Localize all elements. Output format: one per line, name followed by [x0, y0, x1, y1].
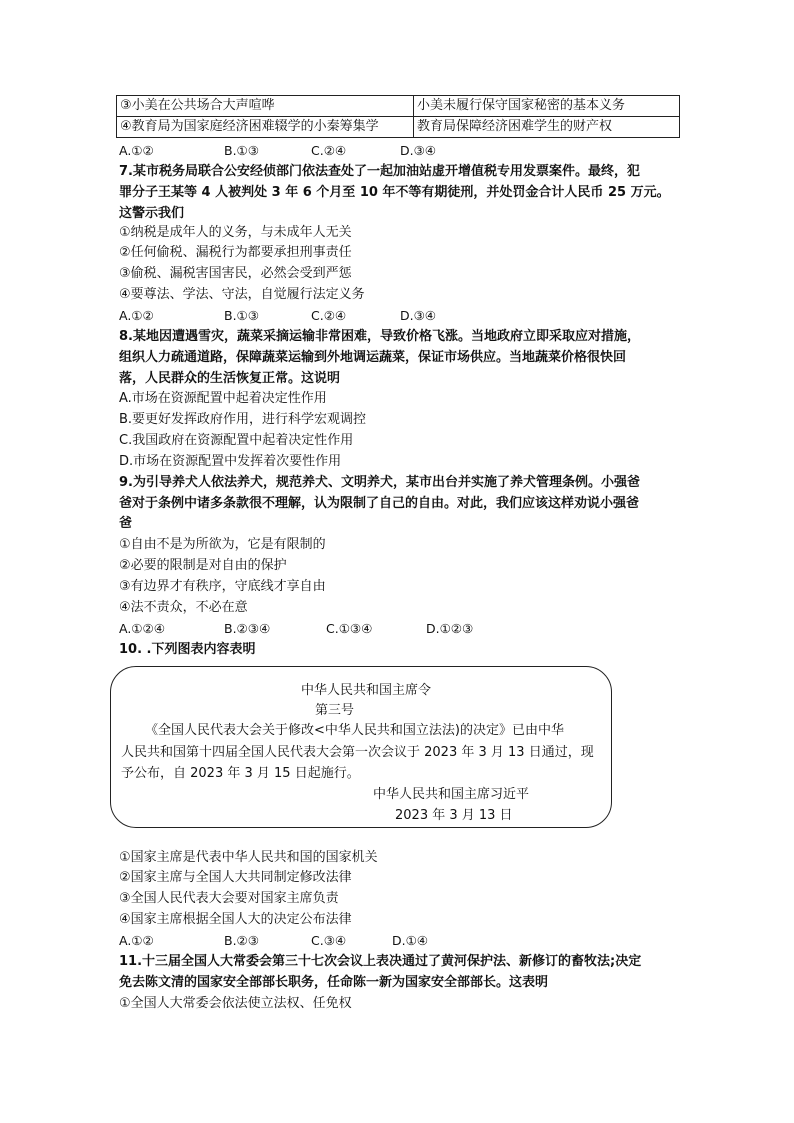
q10-stem: 10. .下列图表内容表明: [119, 642, 256, 657]
option-a: A.①②: [119, 143, 154, 158]
q8-option: B.要更好发挥政府作用，进行科学宏观调控: [119, 412, 367, 427]
q9-item: ②必要的限制是对自由的保护: [119, 558, 287, 573]
order-body-line: 人民共和国第十四届全国人民代表大会第一次会议于 2023 年 3 月 13 日通过，现: [121, 745, 594, 760]
order-body-line: 《全国人民代表大会关于修改<中华人民共和国立法法)的决定》已由中华: [145, 723, 564, 738]
q11-stem-line: 11.十三届全国人大常委会第三十七次会议上表决通过了黄河保护法、新修订的畜牧法;决定: [119, 954, 642, 969]
presidential-order-box: [110, 666, 612, 828]
option-b: B.①③: [224, 308, 259, 323]
q7-item: ①纳税是成年人的义务，与未成年人无关: [119, 225, 352, 240]
option-b: B.②③④: [224, 621, 271, 636]
option-c: C.③④: [311, 933, 347, 948]
q7-stem-line: 这警示我们: [119, 206, 185, 221]
q10-item: ①国家主席是代表中华人民共和国的国家机关: [119, 850, 378, 865]
order-title: 中华人民共和国主席令: [301, 683, 432, 698]
q8-option: C.我国政府在资源配置中起着决定性作用: [119, 433, 354, 448]
option-b: B.①③: [224, 143, 259, 158]
table-cell: ③小美在公共场合大声喧哗: [117, 96, 414, 117]
table-cell: 小美未履行保守国家秘密的基本义务: [414, 96, 680, 117]
order-signer: 中华人民共和国主席习近平: [373, 787, 530, 802]
option-d: D.③④: [400, 143, 437, 158]
q9-stem-line: 9.为引导养犬人依法养犬，规范养犬、文明养犬，某市出台并实施了养犬管理条例。小强爸: [119, 475, 640, 490]
q11-item: ①全国人大常委会依法使立法权、任免权: [119, 996, 352, 1011]
q7-item: ②任何偷税、漏税行为都要承担刑事责任: [119, 245, 352, 260]
table-cell: ④教育局为国家庭经济困难辍学的小秦筹集学: [117, 117, 414, 138]
option-d: D.①④: [392, 933, 429, 948]
q8-stem-line: 落，人民群众的生活恢复正常。这说明: [119, 371, 341, 386]
option-b: B.②③: [224, 933, 259, 948]
option-d: D.③④: [400, 308, 437, 323]
order-number: 第三号: [315, 703, 355, 718]
option-c: C.①③④: [326, 621, 373, 636]
q7-stem-line: 7.某市税务局联合公安经侦部门依法查处了一起加油站虚开增值税专用发票案件。最终，犯: [119, 164, 640, 179]
table-cell: 教育局保障经济困难学生的财产权: [414, 117, 680, 138]
table-row: [117, 117, 680, 138]
q9-stem-line: 爸: [119, 516, 133, 531]
q10-item: ②国家主席与全国人大共同制定修改法律: [119, 870, 352, 885]
option-c: C.②④: [311, 308, 347, 323]
q10-item: ③全国人民代表大会要对国家主席负责: [119, 891, 339, 906]
q9-item: ④法不责众，不必在意: [119, 600, 248, 615]
answer-table: [116, 95, 680, 138]
option-c: C.②④: [311, 143, 347, 158]
q7-item: ④要尊法、学法、守法，自觉履行法定义务: [119, 287, 365, 302]
order-date: 2023 年 3 月 13 日: [395, 808, 513, 823]
q8-option: D.市场在资源配置中发挥着次要性作用: [119, 454, 342, 469]
q9-item: ①自由不是为所欲为，它是有限制的: [119, 537, 326, 552]
q8-stem-line: 组织人力疏通道路，保障蔬菜运输到外地调运蔬菜，保证市场供应。当地蔬菜价格很快回: [119, 350, 627, 365]
option-a: A.①②④: [119, 621, 165, 636]
q9-stem-line: 爸对于条例中诸多条款很不理解，认为限制了自己的自由。对此，我们应该这样劝说小强爸: [119, 496, 640, 511]
q7-stem-line: 罪分子王某等 4 人被判处 3 年 6 个月至 10 年不等有期徒刑，并处罚金合计人民币 25 万元。: [119, 185, 670, 200]
q11-stem-line: 免去陈文清的国家安全部部长职务，任命陈一新为国家安全部部长。这表明: [119, 975, 549, 990]
option-a: A.①②: [119, 308, 154, 323]
table-row: [117, 96, 680, 117]
q8-stem-line: 8.某地因遭遇雪灾，蔬菜采摘运输非常困难，导致价格飞涨。当地政府立即采取应对措施，: [119, 329, 640, 344]
q10-item: ④国家主席根据全国人大的决定公布法律: [119, 912, 352, 927]
option-a: A.①②: [119, 933, 154, 948]
q9-item: ③有边界才有秩序，守底线才享自由: [119, 579, 326, 594]
q8-option: A.市场在资源配置中起着决定性作用: [119, 391, 327, 406]
order-body-line: 予公布，自 2023 年 3 月 15 日起施行。: [121, 766, 360, 781]
option-d: D.①②③: [426, 621, 474, 636]
q7-item: ③偷税、漏税害国害民，必然会受到严惩: [119, 266, 352, 281]
